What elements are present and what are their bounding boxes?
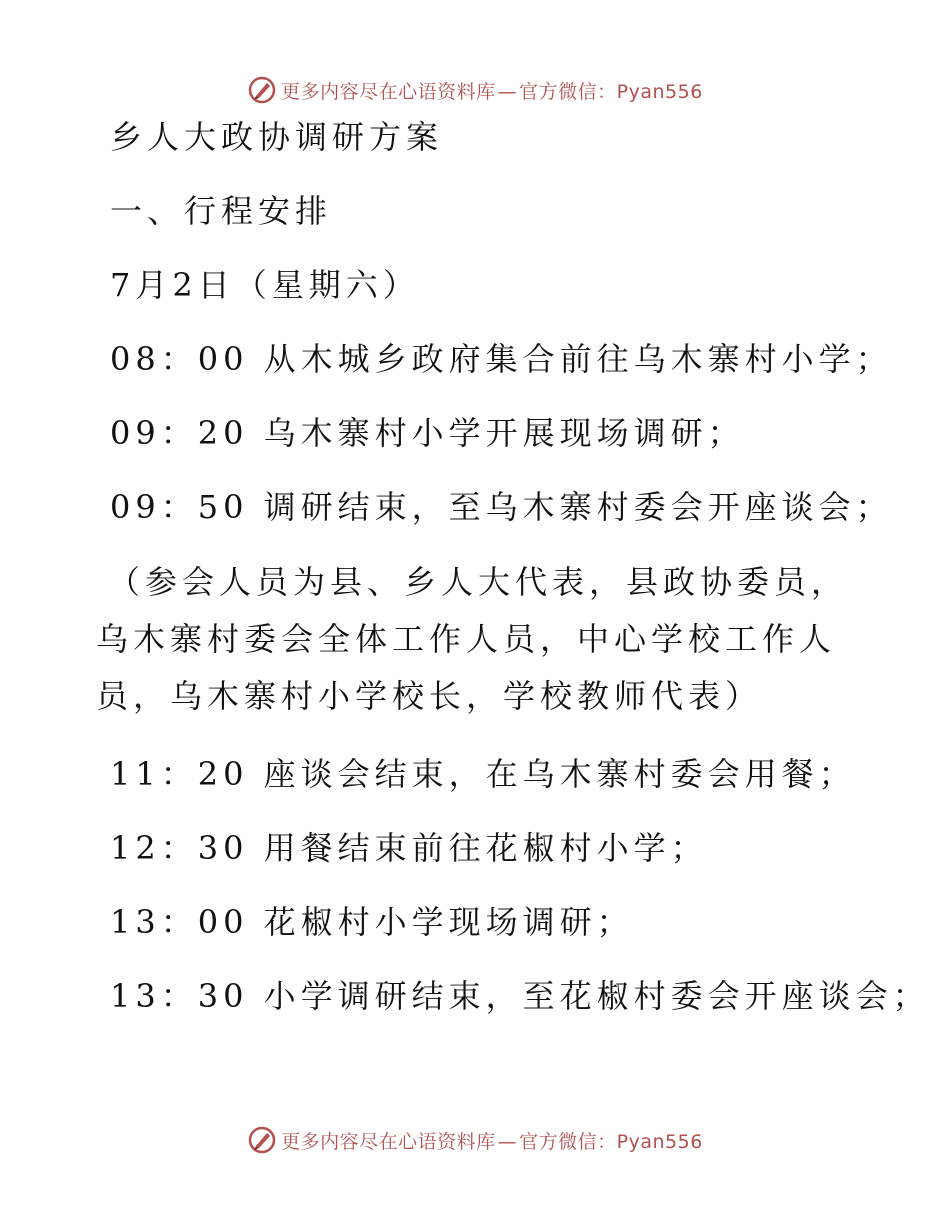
footer-watermark: [0, 1120, 950, 1160]
schedule-item: 13：00 花椒村小学现场调研；: [110, 903, 634, 941]
document-title: 乡人大政协调研方案: [110, 118, 444, 156]
header-watermark: [0, 70, 950, 110]
watermark-text: 更多内容尽在心语资料库 — 官方微信：Pyan556: [281, 1130, 703, 1153]
watermark-text: 更多内容尽在心语资料库 — 官方微信：Pyan556: [281, 80, 703, 103]
schedule-item: 09：50 调研结束，至乌木寨村委会开座谈会；: [110, 488, 893, 526]
section-heading: 一、行程安排: [110, 192, 333, 230]
schedule-item: 13：30 小学调研结束，至花椒村委会开座谈会；: [110, 977, 930, 1015]
attendee-note: （参会人员为县、乡人大代表，县政协委员，乌木寨村委会全体工作人员，中心学校工作人员，乌木寨村小学校长，学校教师代表）: [96, 563, 849, 715]
schedule-item: 08：00 从木城乡政府集合前往乌木寨村小学；: [110, 340, 893, 378]
schedule-item: 11：20 座谈会结束，在乌木寨村委会用餐；: [110, 755, 856, 793]
schedule-item: 12：30 用餐结束前往花椒村小学；: [110, 829, 708, 867]
document-body: [96, 118, 930, 1051]
schedule-date: 7月2日（星期六）: [110, 266, 420, 304]
pen-logo-icon: [247, 1125, 277, 1155]
pen-logo-icon: [247, 75, 277, 105]
schedule-item: 09：20 乌木寨村小学开展现场调研；: [110, 414, 745, 452]
